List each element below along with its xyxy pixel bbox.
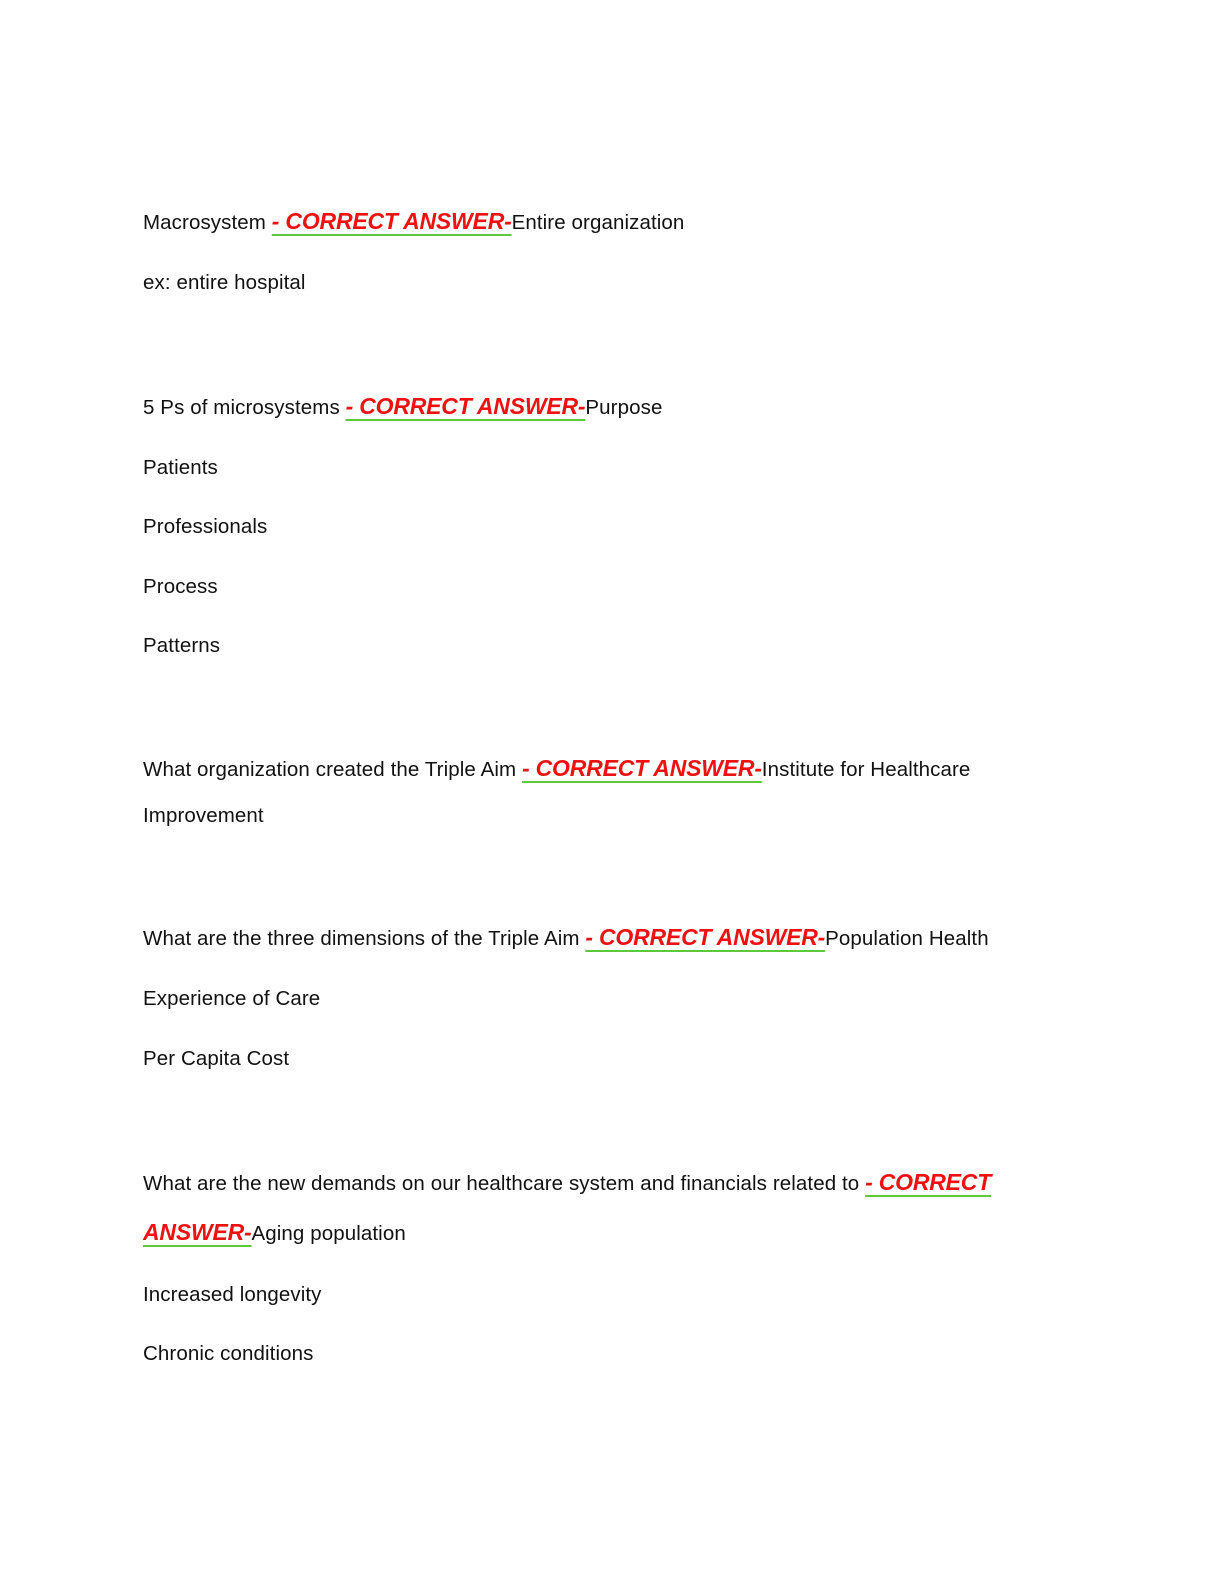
- answer-text: Aging population: [251, 1222, 406, 1245]
- question-text: 5 Ps of microsystems: [143, 396, 346, 419]
- correct-answer-marker: - CORRECT ANSWER-: [345, 393, 586, 419]
- answer-text: Entire organization: [511, 211, 685, 234]
- question-text: What are the new demands on our healthcare system and financials related to: [143, 1172, 866, 1195]
- qa-question-line: [143, 924, 989, 952]
- answer-detail: Professionals: [143, 515, 268, 538]
- answer-text: Institute for Healthcare: [761, 758, 971, 781]
- answer-detail: Improvement: [143, 804, 264, 827]
- qa-question-line: [143, 393, 662, 421]
- qa-question-line: [143, 208, 684, 236]
- answer-detail: Process: [143, 575, 218, 598]
- answer-text: Purpose: [585, 396, 663, 419]
- answer-detail: Patterns: [143, 634, 221, 657]
- question-text: Macrosystem: [143, 211, 272, 234]
- qa-question-line: [143, 1169, 991, 1197]
- answer-text: Population Health: [825, 927, 989, 950]
- answer-detail: Patients: [143, 456, 218, 479]
- correct-answer-marker: - CORRECT ANSWER-: [522, 755, 762, 781]
- question-text: What are the three dimensions of the Triple Aim: [143, 927, 586, 950]
- answer-detail: Increased longevity: [143, 1283, 322, 1306]
- qa-question-line: [143, 755, 970, 783]
- correct-answer-marker: - CORRECT ANSWER-: [585, 924, 826, 950]
- answer-detail: Per Capita Cost: [143, 1047, 290, 1070]
- qa-answer-line: [143, 1219, 406, 1247]
- answer-detail: Experience of Care: [143, 987, 321, 1010]
- answer-detail: ex: entire hospital: [143, 271, 306, 294]
- correct-answer-marker: ANSWER-: [143, 1219, 252, 1245]
- correct-answer-marker: - CORRECT: [865, 1169, 992, 1195]
- question-text: What organization created the Triple Aim: [143, 758, 522, 781]
- correct-answer-marker: - CORRECT ANSWER-: [271, 208, 512, 234]
- answer-detail: Chronic conditions: [143, 1342, 314, 1365]
